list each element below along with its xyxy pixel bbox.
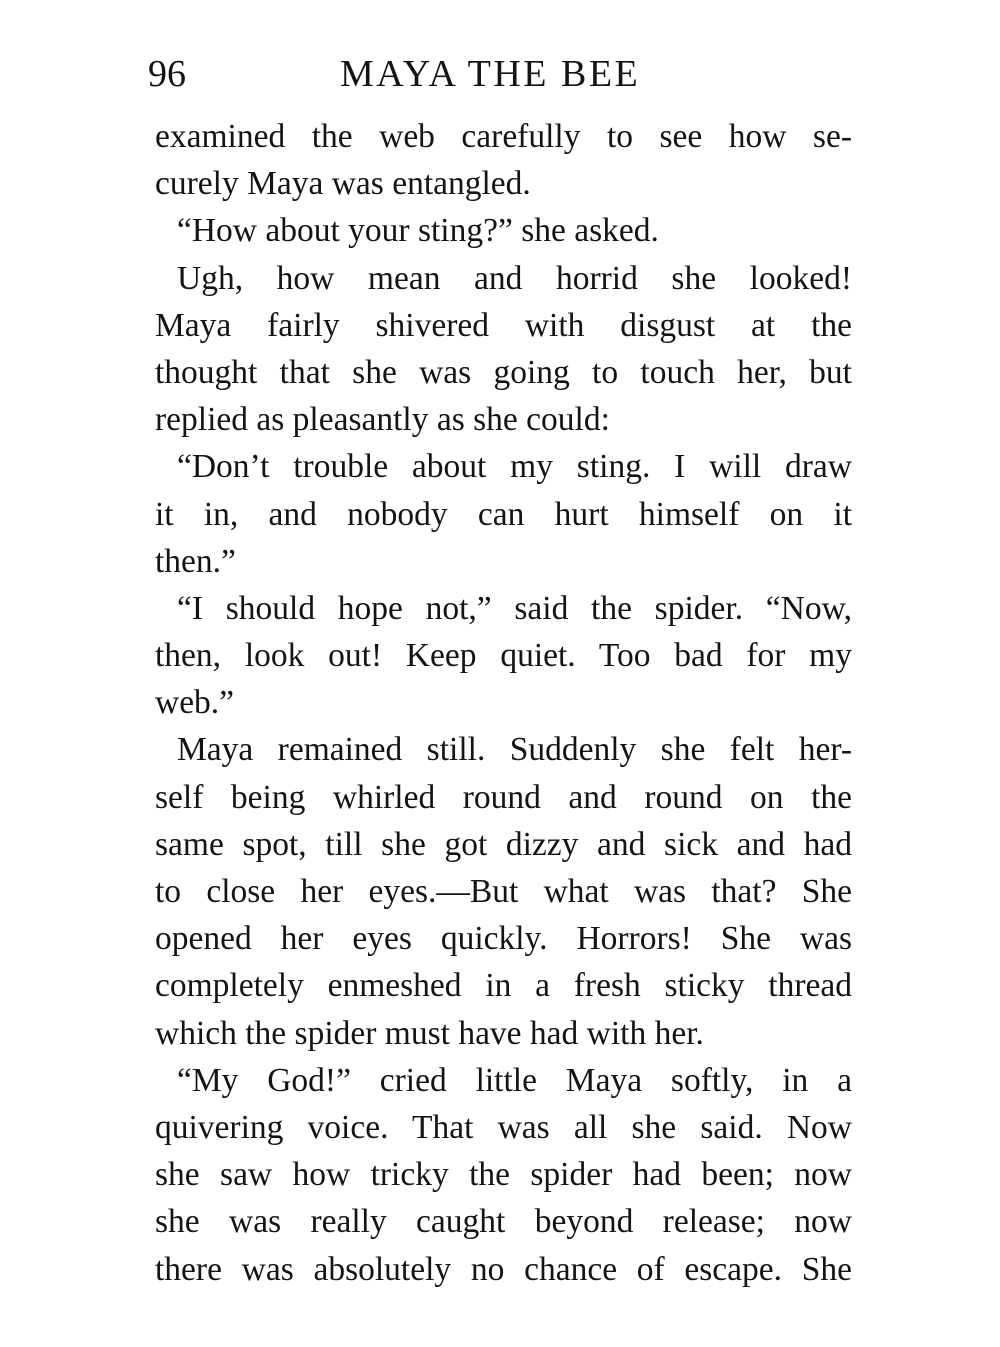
text-line: “My God!” cried little Maya softly, in a [177, 1061, 852, 1099]
text-line: quivering voice. That was all she said. Now [155, 1108, 852, 1146]
text-line: “Don’t trouble about my sting. I will draw [177, 448, 852, 486]
text-line: there was absolutely no chance of escape. She [155, 1250, 852, 1288]
text-line: she saw how tricky the spider had been; now [155, 1156, 852, 1194]
text-line: web.” [155, 684, 235, 722]
text-line: Maya remained still. Suddenly she felt her- [177, 731, 852, 769]
text-line: to close her eyes.—But what was that? She [155, 873, 852, 910]
text-line: self being whirled round and round on the [155, 778, 852, 816]
text-line: “How about your sting?” she asked. [177, 212, 659, 250]
text-line: it in, and nobody can hurt himself on it [155, 495, 852, 533]
text-line: then, look out! Keep quiet. Too bad for my [155, 637, 852, 675]
text-line: then.” [155, 542, 236, 580]
text-line: which the spider must have had with her. [155, 1014, 704, 1052]
text-line: Maya fairly shivered with disgust at the [155, 306, 852, 344]
book-title: MAYA THE BEE [340, 53, 641, 95]
text-line: completely enmeshed in a fresh sticky thread [155, 967, 852, 1005]
text-line: thought that she was going to touch her, but [155, 353, 852, 391]
text-line: “I should hope not,” said the spider. “Now, [177, 589, 852, 627]
text-line: curely Maya was entangled. [155, 165, 531, 203]
text-line: replied as pleasantly as she could: [155, 401, 610, 439]
text-line: same spot, till she got dizzy and sick and had [155, 825, 852, 863]
text-line: Ugh, how mean and horrid she looked! [177, 259, 852, 297]
running-head [148, 52, 848, 102]
text-line: examined the web carefully to see how se- [155, 118, 852, 155]
text-line: she was really caught beyond release; now [155, 1203, 852, 1241]
body-text [155, 113, 852, 1293]
page-number: 96 [148, 53, 186, 95]
text-line: opened her eyes quickly. Horrors! She was [155, 920, 852, 958]
